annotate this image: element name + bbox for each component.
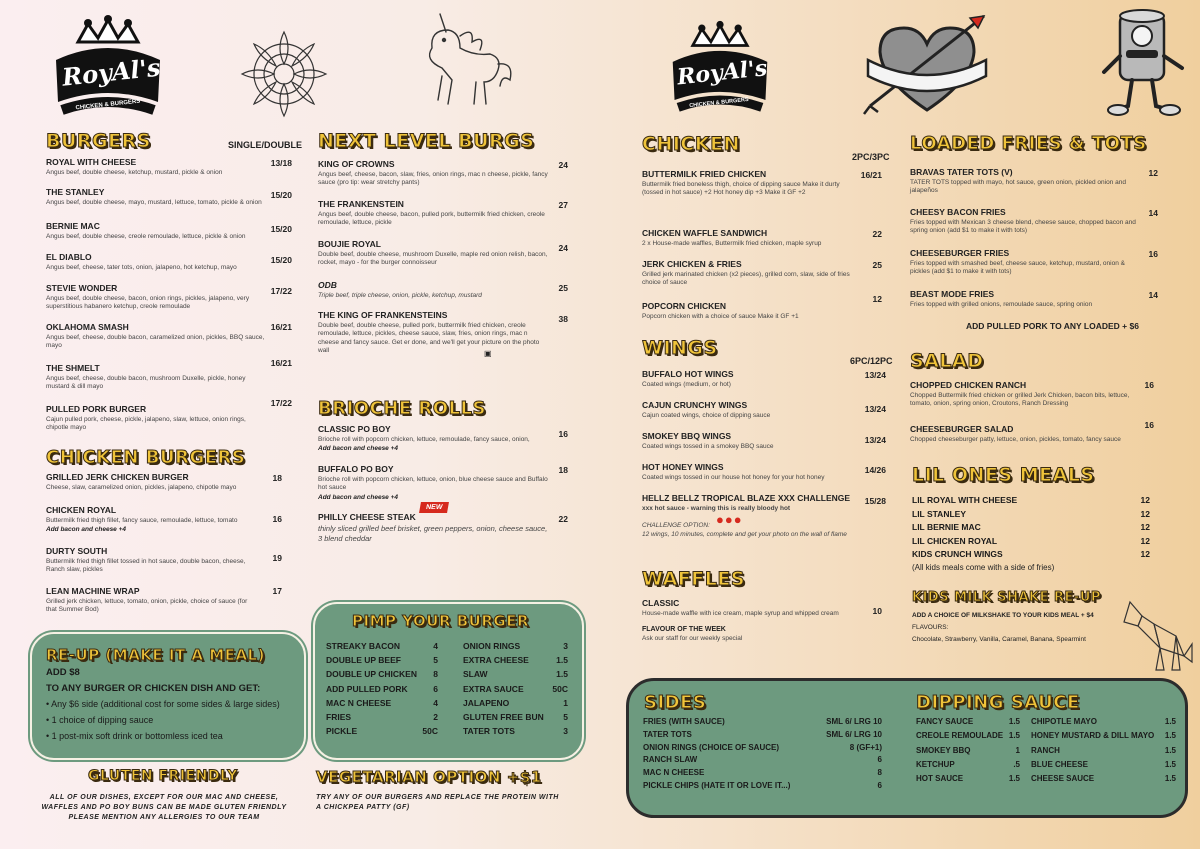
chicken-burger-price: 16 [272,514,282,524]
wings-price: 13/24 [864,435,886,445]
sides-name: FRIES (WITH SAUCE) [643,717,725,726]
burger-price: 15/20 [270,190,292,200]
dip-col1-name: FANCY SAUCE [916,717,974,726]
burger-price: 13/18 [270,158,292,168]
lil-ones-price: 12 [1140,495,1150,505]
sides-price: 8 [877,768,882,778]
salad-price: 16 [1144,380,1154,390]
salad-price: 16 [1144,420,1154,430]
chicken-item: JERK CHICKEN & FRIES Grilled jerk marinated chicken (x2 pieces), grilled corn, slaw, side of fries choice of sauce [642,259,850,287]
pimp-col2-price: 1.5 [556,655,568,666]
pimp-col1-name: DOUBLE UP BEEF [326,655,401,666]
dip-col2-price: 1.5 [1164,731,1176,741]
dip-col1-name: KETCHUP [916,759,955,769]
dip-col1-name: HOT SAUCE [916,774,964,784]
loaded-footer: ADD PULLED PORK TO ANY LOADED + $6 [966,321,1139,331]
lil-ones-price: 12 [1140,535,1150,546]
burger-price: 15/20 [270,255,292,265]
wings-price: 15/28 [864,496,886,506]
waffles-title: WAFFLES [642,568,746,590]
pimp-col2-price: 3 [563,641,568,651]
gluten-title: GLUTEN FRIENDLY [88,768,238,784]
pimp-col1-name: PICKLE [326,726,358,737]
unicorn-icon [402,8,522,118]
brioche-price: 18 [558,465,568,475]
next-level-item: BOUJIE ROYAL Double beef, double cheese, mushroom Duxelle, maple red onion relish, bacon, rocket, mayo - for the burger connoisseur [318,239,548,267]
pimp-col2-name: EXTRA SAUCE [463,683,524,694]
lil-ones-price: 12 [1140,508,1150,519]
brioche-price: 22 [558,514,568,524]
lil-ones-title: LIL ONES MEALS [912,464,1095,486]
sides-price: SML 6/ LRG 10 [826,717,882,726]
burger-item: OKLAHOMA SMASH Angus beef, cheese, double bacon, caramelized onion, pickles, BBQ sauce, mayo [46,322,265,350]
burger-price: 17/22 [270,398,292,408]
dip-col1-price: 1.5 [1008,774,1020,784]
chicken-price: 25 [872,260,882,270]
wings-item: HELLZ BELLZ TROPICAL BLAZE XXX CHALLENGE xxx hot sauce - warning this is really bloody hot [642,493,851,512]
chicken-burger-item: CHICKEN ROYAL Buttermilk fried thigh fillet, fancy sauce, remoulade, lettuce, tomato Add bacon and cheese +4 [46,505,238,534]
dip-col2-name: BLUE CHEESE [1031,759,1088,769]
lil-ones-name: LIL STANLEY [912,508,966,519]
chicken-burger-price: 18 [272,473,282,483]
dip-col1-price: 1 [1015,745,1020,755]
dip-col1-name: SMOKEY BBQ [916,745,971,755]
pimp-col1-price: 4 [433,641,438,651]
pimp-col1-name: MAC N CHEESE [326,697,392,708]
loaded-price: 16 [1148,249,1158,259]
pimp-col2-name: GLUTEN FREE BUN [463,712,544,722]
chicken-item: BUTTERMILK FRIED CHICKEN Buttermilk fried boneless thigh, choice of dipping sauce Make it durty (tossed in hot sauce) +2 Hot honey dip +3 Make it GF +2 [642,169,840,197]
pimp-col1-price: 6 [433,683,438,694]
burgers-title: BURGERS [46,130,151,152]
burger-item: STEVIE WONDER Angus beef, double cheese, bacon, onion rings, pickles, jalapeno, very superstitious habanero ketchup, creole remoulade [46,283,250,311]
chicken-burger-item: DURTY SOUTH Buttermilk fried thigh fillet tossed in hot sauce, double bacon, cheese, Ranch slaw, pickles [46,546,246,574]
pimp-col1-price: 50C [422,726,438,737]
loaded-price: 12 [1148,168,1158,178]
reup-line2: TO ANY BURGER OR CHICKEN DISH AND GET: [46,683,261,694]
wings-item: CAJUN CRUNCHY WINGS Cajun coated wings, choice of dipping sauce [642,400,771,419]
challenge-label: CHALLENGE OPTION: [642,522,710,529]
wings-item: SMOKEY BBQ WINGS Coated wings tossed in a smokey BBQ sauce [642,431,774,450]
burger-item: ROYAL WITH CHEESE Angus beef, double cheese, ketchup, mustard, pickle & onion [46,157,223,176]
pimp-col2-price: 1.5 [556,669,568,680]
pimp-col1-name: ADD PULLED PORK [326,683,408,694]
burger-price: 16/21 [270,358,292,368]
pimp-col1-price: 4 [433,697,438,708]
burger-price: 16/21 [270,322,292,332]
sides-name: RANCH SLAW [643,755,698,765]
pimp-col2-price: 5 [563,712,568,722]
logo-subtext: CHICKEN & BURGERS [75,98,141,112]
can-mascot-icon [1098,6,1190,118]
burger-price: 15/20 [270,224,292,234]
next-level-price: 27 [558,200,568,210]
next-level-item: KING OF CROWNS Angus beef, cheese, bacon, slaw, fries, onion rings, mac n cheese, pickle, fancy sauce (pro tip: wear stretchy pants) [318,159,548,187]
logo-right [665,20,775,120]
chicken-price: 12 [872,294,882,304]
sides-name: MAC N CHEESE [643,768,705,778]
milkshake-line3: Chocolate, Strawberry, Vanilla, Caramel, Banana, Spearmint [912,636,1086,643]
loaded-title: LOADED FRIES & TOTS [910,133,1147,154]
chicken-burger-price: 19 [272,553,282,563]
lil-ones-name: LIL CHICKEN ROYAL [912,535,998,546]
wings-price: 14/26 [864,465,886,475]
brioche-item: CLASSIC PO BOY Brioche roll with popcorn chicken, lettuce, remoulade, fancy sauce, onion, Add bacon and cheese +4 [318,424,530,453]
salad-title: SALAD [910,350,984,372]
loaded-item: CHEESEBURGER FRIES Fries topped with smashed beef, cheese sauce, ketchup, mustard, onion & pickles (add $1 to make it with tots) [910,248,1125,276]
lil-ones-name: LIL BERNIE MAC [912,522,981,532]
burger-item: BERNIE MAC Angus beef, double cheese, creole remoulade, lettuce, pickle & onion [46,221,246,240]
chicken-size-label: 2PC/3PC [852,152,890,162]
vegetarian-text: TRY ANY OF OUR BURGERS AND REPLACE THE PROTEIN WITH A CHICKPEA PATTY (GF) [316,794,559,812]
chicken-price: 16/21 [860,170,882,180]
wings-size-label: 6PC/12PC [850,356,893,366]
brioche-price: 16 [558,429,568,439]
pimp-col2-name: TATER TOTS [463,726,515,737]
waffles-item: FLAVOUR OF THE WEEK Ask our staff for our weekly special [642,626,743,642]
sides-price: 6 [877,755,882,765]
sides-price: 6 [877,781,882,790]
burger-item: EL DIABLO Angus beef, cheese, tater tots, onion, jalapeno, hot ketchup, mayo [46,252,237,271]
pimp-col2-name: JALAPENO [463,697,510,708]
sides-price: SML 6/ LRG 10 [826,729,882,739]
burger-item: THE SHMELT Angus beef, cheese, double bacon, mushroom Duxelle, pickle, honey mustard & dill mayo [46,363,246,391]
milkshake-title: KIDS MILK SHAKE RE-UP [912,590,1101,605]
lil-ones-price: 12 [1140,522,1150,532]
loaded-item: BRAVAS TATER TOTS (V) TATER TOTS topped with mayo, hot sauce, green onion, pickled onion and jalapeños [910,167,1126,195]
salad-item: CHEESEBURGER SALAD Chopped cheeseburger patty, lettuce, onion, pickles, tomato, fancy sauce [910,424,1121,443]
pimp-col1-price: 8 [433,669,438,680]
salad-item: CHOPPED CHICKEN RANCH Chopped Buttermilk fried chicken or grilled Jerk Chicken, bacon bits, lettuce, tomato, onion, spring onion, Croutons, Ranch Dressing [910,380,1130,408]
pimp-col2-price: 3 [563,726,568,737]
lil-ones-note: (All kids meals come with a side of fries) [912,563,1055,572]
next-level-item: THE KING OF FRANKENSTEINS Double beef, double cheese, pulled pork, buttermilk fried chicken, creole remoulade, lettuce, pickles, cheese sauce, slaw, fries, onion rings, mac n cheese and fancy sauce. Get er done, and we'll get your picture on the photo wall [318,310,540,355]
chicken-burgers-title: CHICKEN BURGERS [46,447,246,468]
pimp-col1-price: 2 [433,712,438,722]
loaded-item: BEAST MODE FRIES Fries topped with grilled onions, remoulade sauce, spring onion [910,289,1093,308]
origami-wolf-icon [1120,596,1194,674]
logo-subtext: CHICKEN & BURGERS [689,96,749,110]
dip-col2-price: 1.5 [1164,774,1176,784]
chicken-burger-price: 17 [272,586,282,596]
next-level-title: NEXT LEVEL BURGS [318,130,535,152]
milkshake-line1: ADD A CHOICE OF MILKSHAKE TO YOUR KIDS MEAL + $4 [912,612,1094,619]
sides-name: TATER TOTS [643,729,692,739]
waffles-item: CLASSIC House-made waffle with ice cream, maple syrup and whipped cream [642,598,839,617]
pimp-col1-name: FRIES [326,712,352,722]
wings-price: 13/24 [864,404,886,414]
dip-col1-price: 1.5 [1008,731,1020,741]
lil-ones-price: 12 [1140,549,1150,559]
sides-price: 8 (GF+1) [849,742,882,752]
lil-ones-name: LIL ROYAL WITH CHEESE [912,495,1018,505]
pimp-col2-price: 50C [552,683,568,694]
reup-bullet: • Any $6 side (additional cost for some sides & large sides) [46,699,280,709]
next-level-item: THE FRANKENSTEIN Angus beef, double cheese, bacon, pulled pork, buttermilk fried chicken, creole remoulade, lettuce, pickle [318,199,545,227]
chicken-burger-item: GRILLED JERK CHICKEN BURGER Cheese, slaw, caramelized onion, pickles, jalapeno, chipotle mayo [46,472,237,491]
dip-col2-name: RANCH [1031,745,1060,755]
milkshake-line2: FLAVOURS: [912,624,949,631]
wings-price: 13/24 [864,370,886,380]
next-level-price: 25 [558,283,568,293]
dip-col2-price: 1.5 [1164,717,1176,726]
burger-item: PULLED PORK BURGER Cajun pulled pork, cheese, pickle, jalapeno, slaw, lettuce, onion rings, chipotle mayo [46,404,246,432]
chicken-item: POPCORN CHICKEN Popcorn chicken with a choice of sauce Make it GF +1 [642,301,799,320]
sides-title: SIDES [644,692,707,713]
gluten-text: ALL OF OUR DISHES, EXCEPT FOR OUR MAC AND CHEESE, WAFFLES AND PO BOY BUNS CAN BE MADE GLUTEN FRIENDLY PLEASE MENTION ANY ALLERGIES TO OUR TEAM [41,794,287,822]
new-badge: NEW [419,502,449,513]
lil-ones-name: KIDS CRUNCH WINGS [912,549,1003,559]
next-level-price: 24 [558,160,568,170]
dip-col2-price: 1.5 [1164,759,1176,769]
burger-price: 17/22 [270,286,292,296]
chicken-title: CHICKEN [642,133,740,155]
chicken-item: CHICKEN WAFFLE SANDWICH 2 x House-made waffles, Buttermilk fried chicken, maple syrup [642,228,822,247]
dip-col2-name: CHIPOTLE MAYO [1031,717,1097,726]
brioche-title: BRIOCHE ROLLS [318,398,486,419]
reup-bullet: • 1 choice of dipping sauce [46,715,154,725]
dipping-title: DIPPING SAUCE [916,692,1080,713]
dip-col1-price: .5 [1013,759,1020,769]
loaded-item: CHEESY BACON FRIES Fries topped with Mexican 3 cheese blend, cheese sauce, chopped bacon and spring onion (add $1 to make it with tots) [910,207,1136,235]
reup-title: RE-UP (MAKE IT A MEAL) [46,646,265,664]
camera-icon: ▣ [484,349,492,358]
reup-line1: ADD $8 [46,667,80,678]
heart-arrow-icon [862,10,992,122]
pimp-col2-name: ONION RINGS [463,641,521,651]
next-level-item: ODB Triple beef, triple cheese, onion, pickle, ketchup, mustard [318,280,482,299]
vegetarian-title: VEGETARIAN OPTION +$1 [316,768,542,786]
pimp-col1-name: DOUBLE UP CHICKEN [326,669,417,680]
sides-name: ONION RINGS (CHOICE OF SAUCE) [643,742,780,752]
logo-text: RoyAl's [60,52,162,92]
wings-item: BUFFALO HOT WINGS Coated wings (medium, or hot) [642,369,734,388]
dip-col2-name: HONEY MUSTARD & DILL MAYO [1031,731,1155,741]
next-level-price: 38 [558,314,568,324]
logo-text: RoyAl's [675,55,769,91]
pimp-title: PIMP YOUR BURGER [352,612,530,630]
mandala-icon [238,28,330,120]
pimp-col1-name: STREAKY BACON [326,641,400,651]
chicken-price: 22 [872,229,882,239]
reup-bullet: • 1 post-mix soft drink or bottomless iced tea [46,731,223,741]
loaded-price: 14 [1148,290,1158,300]
wings-item: HOT HONEY WINGS Coated wings tossed in our house hot honey for your hot honey [642,462,825,481]
waffles-price: 10 [872,606,882,616]
pimp-col2-name: SLAW [463,669,488,680]
wings-title: WINGS [642,337,718,359]
challenge-text: 12 wings, 10 minutes, complete and get your photo on the wall of flame [642,531,847,538]
dip-col2-price: 1.5 [1164,745,1176,755]
dip-col2-name: CHEESE SAUCE [1031,774,1095,784]
burgers-size-label: SINGLE/DOUBLE [228,140,303,150]
dip-col1-price: 1.5 [1008,717,1020,726]
logo-left [48,14,168,124]
next-level-price: 24 [558,243,568,253]
chicken-burger-item: LEAN MACHINE WRAP Grilled jerk chicken, lettuce, tomato, onion, pickle, choice of sauce (for that Summer Bod) [46,586,248,614]
burger-item: THE STANLEY Angus beef, double cheese, mayo, mustard, lettuce, tomato, pickle & onion [46,187,262,206]
brioche-item: BUFFALO PO BOY Brioche roll with popcorn chicken, lettuce, onion, blue cheese sauce and Buffalo hot sauce Add bacon and cheese +4 [318,464,548,501]
brioche-item: PHILLY CHEESE STEAK thinly sliced grilled beef brisket, green peppers, onion, cheese sauce, 3 blend cheddar [318,512,548,543]
sides-name: PICKLE CHIPS (HATE IT OR LOVE IT...) [643,781,791,790]
dip-col1-name: CREOLE REMOULADE [916,731,1004,741]
chili-peppers-icon: ●●● [716,512,743,527]
loaded-price: 14 [1148,208,1158,218]
pimp-col2-name: EXTRA CHEESE [463,655,529,666]
pimp-col2-price: 1 [563,697,568,708]
pimp-col1-price: 5 [433,655,438,666]
